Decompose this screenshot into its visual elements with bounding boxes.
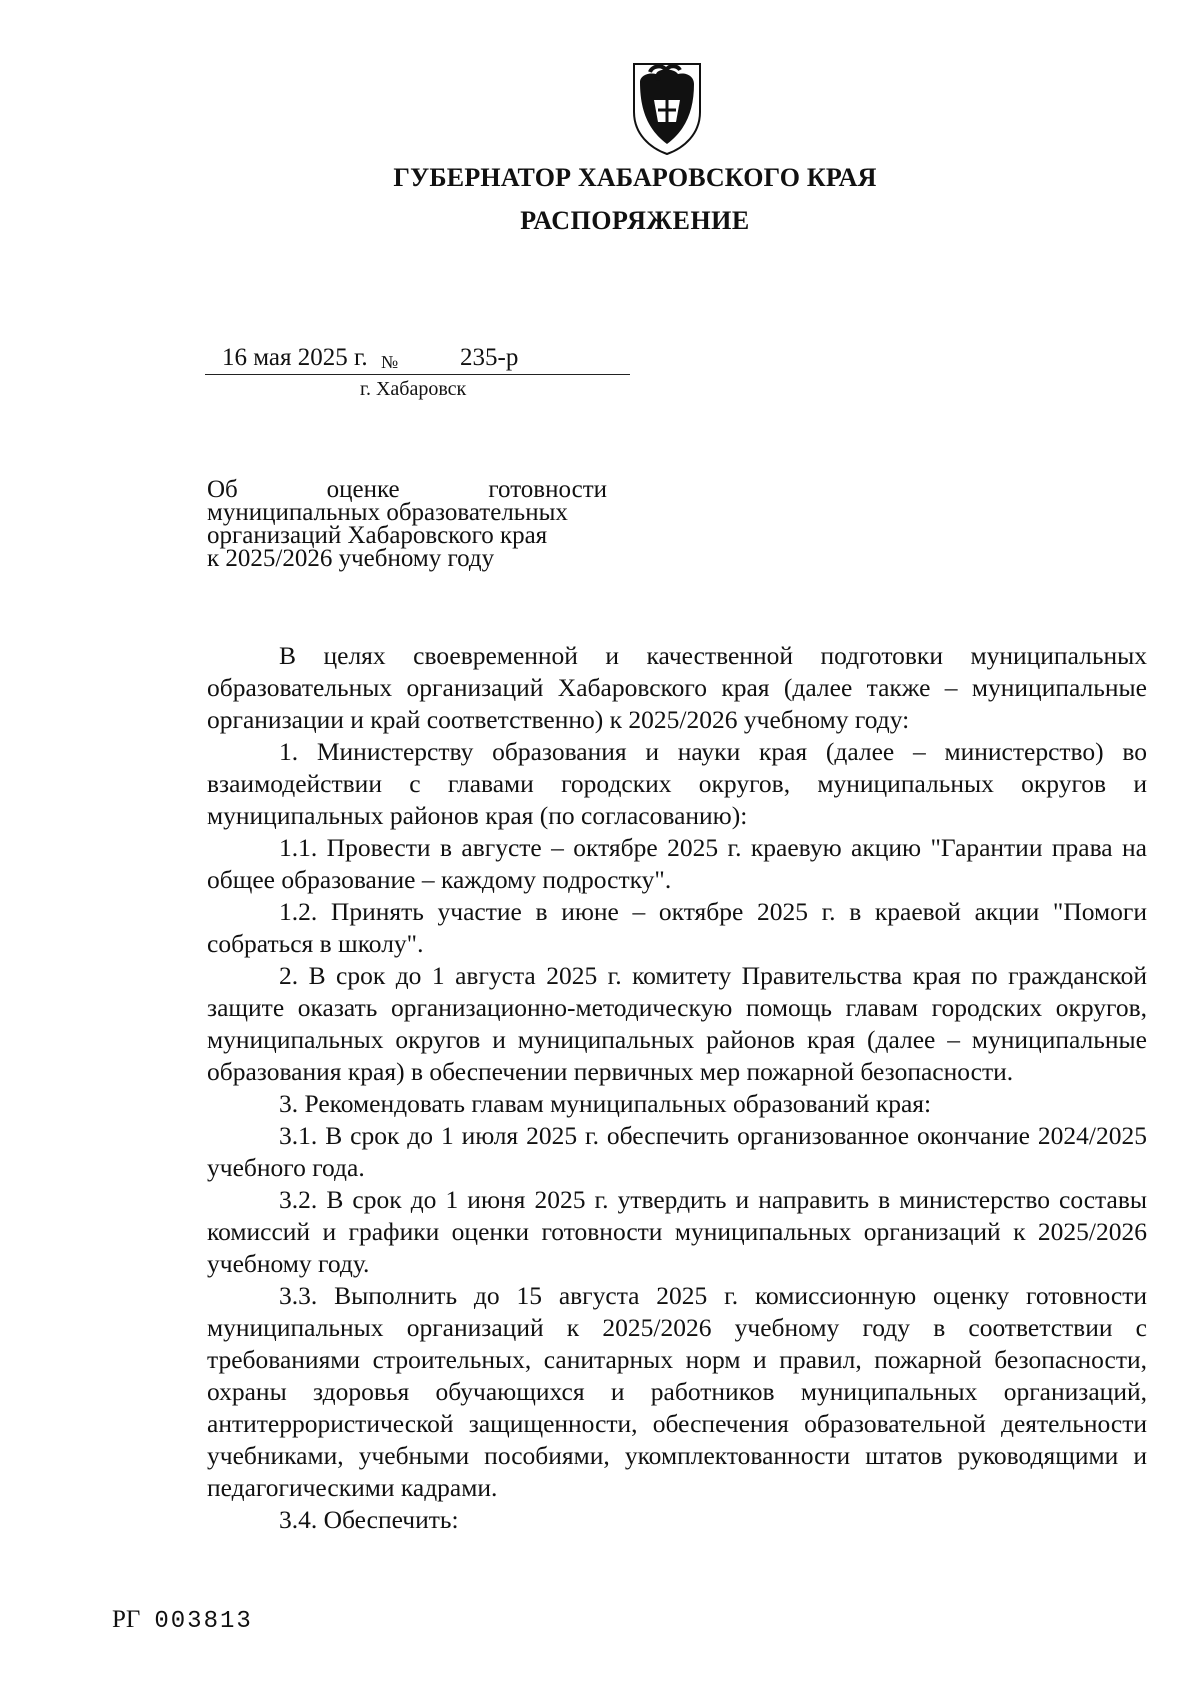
- document-number: 235-р: [460, 344, 519, 371]
- document-date: 16 мая 2025 г.: [222, 344, 368, 371]
- paragraph-2: 2. В срок до 1 августа 2025 г. комитету Правительства края по гражданской защите оказать организационно-методическую помощь главам городских округов, муниципальных округов и муниципальных районов края (далее – муниципальные образования края) в обеспечении первичных мер пожарной безопасности.: [207, 961, 1147, 1086]
- subject-line: муниципальных образовательных: [207, 499, 568, 526]
- form-serial: [112, 1606, 253, 1635]
- paragraph-1-1: 1.1. Провести в августе – октябре 2025 г. краевую акцию "Гарантии права на общее образование – каждому подростку".: [207, 833, 1147, 894]
- paragraph-1: 1. Министерству образования и науки края (далее – министерство) во взаимодействии с главами городских округов, муниципальных округов и муниципальных районов края (по согласованию):: [207, 737, 1147, 830]
- subject-line: к 2025/2026 учебному году: [207, 545, 495, 572]
- authority-title: ГУБЕРНАТОР ХАБАРОВСКОГО КРАЯ: [393, 163, 877, 192]
- paragraph-3-1: 3.1. В срок до 1 июля 2025 г. обеспечить организованное окончание 2024/2025 учебного года.: [207, 1121, 1147, 1182]
- document-body: [207, 640, 1147, 1536]
- subject-line: организаций Хабаровского края: [207, 522, 548, 549]
- paragraph-3-4: 3.4. Обеспечить:: [279, 1505, 459, 1534]
- city-label: г. Хабаровск: [360, 378, 467, 400]
- paragraph-3: 3. Рекомендовать главам муниципальных образований края:: [279, 1089, 932, 1118]
- paragraph-3-2: 3.2. В срок до 1 июня 2025 г. утвердить и направить в министерство составы комиссий и графики оценки готовности муниципальных организаций к 2025/2026 учебному году.: [207, 1185, 1147, 1278]
- date-underline: [205, 374, 630, 375]
- subject-line: Об оценке готовности: [207, 476, 607, 503]
- subject-block: [207, 478, 607, 570]
- number-sign: №: [381, 352, 399, 372]
- paragraph-1-2: 1.2. Принять участие в июне – октябре 2025 г. в краевой акции "Помоги собраться в школу".: [207, 897, 1147, 958]
- form-series: РГ: [112, 1606, 141, 1633]
- paragraph-3-3: 3.3. Выполнить до 15 августа 2025 г. комиссионную оценку готовности муниципальных организаций к 2025/2026 учебному году в соответствии с требованиями строительных, санитарных норм и правил, пожарной безопасности, охраны здоровья обучающихся и работников муниципальных организаций, антитеррористической защищенности, обеспечения образовательной деятельности учебниками, учебными пособиями, укомплектованности штатов руководящими и педагогическими кадрами.: [207, 1281, 1147, 1502]
- form-serial-number: 003813: [154, 1608, 253, 1635]
- paragraph-preamble: В целях своевременной и качественной подготовки муниципальных образовательных организаций Хабаровского края (далее также – муниципальные организации и край соответственно) к 2025/2026 учебному году:: [207, 641, 1147, 734]
- document-type: РАСПОРЯЖЕНИЕ: [520, 206, 750, 235]
- coat-of-arms-icon: [628, 60, 706, 156]
- date-number-row: [205, 344, 635, 378]
